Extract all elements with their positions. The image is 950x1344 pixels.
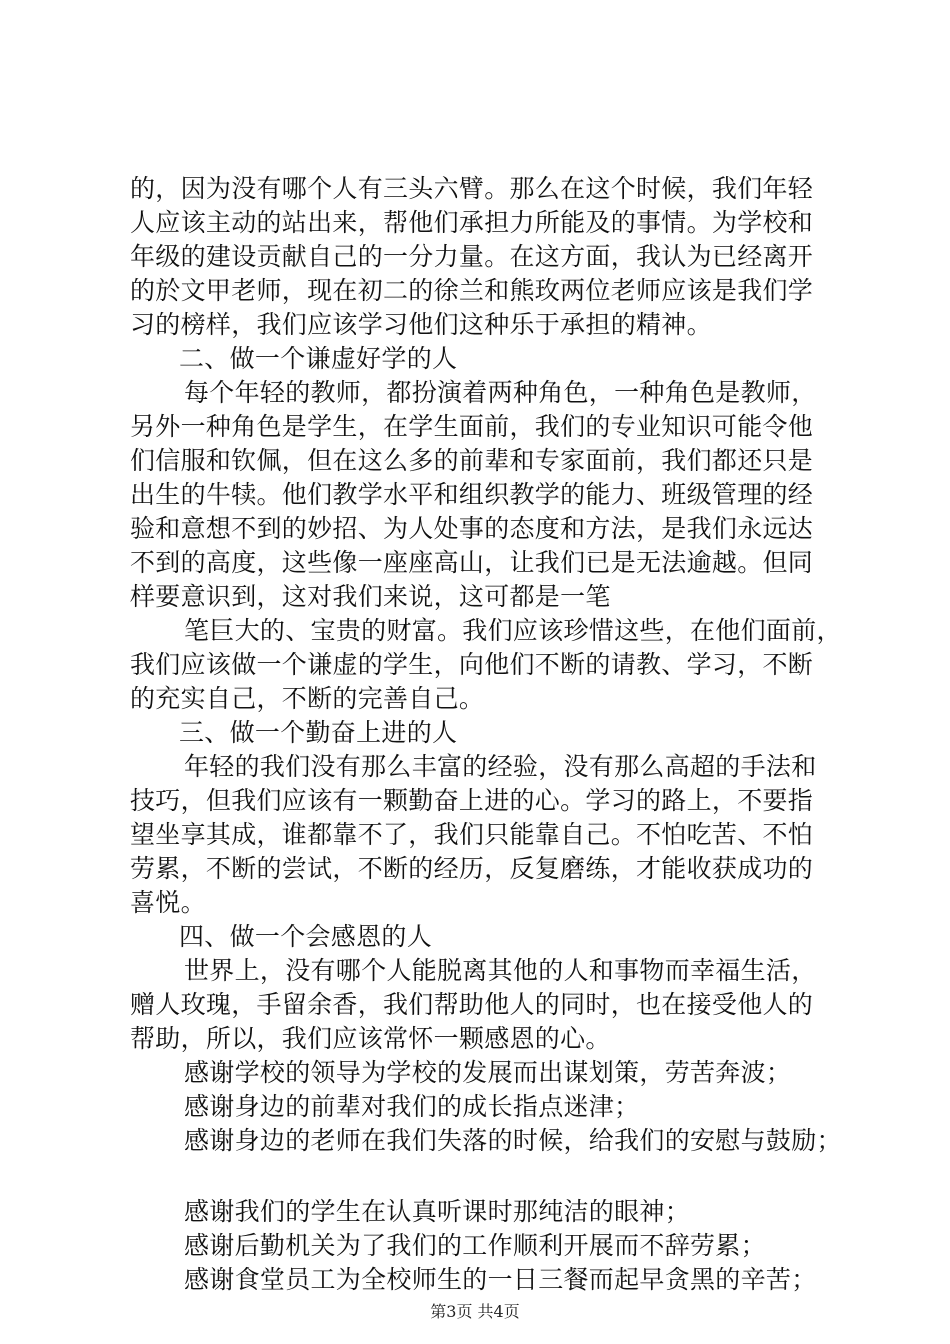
paragraph-continuation xyxy=(130,172,850,342)
thanks-list xyxy=(130,1195,850,1297)
text-line: 的於文甲老师，现在初二的徐兰和熊玫两位老师应该是我们学 xyxy=(130,276,814,305)
paragraph xyxy=(130,376,850,614)
text-line: 帮助，所以，我们应该常怀一颗感恩的心。 xyxy=(130,1024,611,1053)
text-line: 劳累，不断的尝试，不断的经历，反复磨练，才能收获成功的 xyxy=(130,854,814,883)
text-line: 人应该主动的站出来，帮他们承担力所能及的事情。为学校和 xyxy=(130,208,814,237)
text-line: 们信服和钦佩，但在这么多的前辈和专家面前，我们都还只是 xyxy=(130,446,814,475)
text-line: 另外一种角色是学生，在学生面前，我们的专业知识可能令他 xyxy=(130,412,814,441)
document-body xyxy=(130,172,850,1297)
section-heading: 四、做一个会感恩的人 xyxy=(179,922,433,951)
text-line: 望坐享其成，谁都靠不了，我们只能靠自己。不怕吃苦、不怕 xyxy=(130,820,814,849)
text-line: 世界上，没有哪个人能脱离其他的人和事物而幸福生活， xyxy=(184,956,817,985)
text-line: 技巧，但我们应该有一颗勤奋上进的心。学习的路上，不要指 xyxy=(130,786,814,815)
text-line: 赠人玫瑰，手留余香，我们帮助他人的同时，也在接受他人的 xyxy=(130,990,814,1019)
paragraph xyxy=(130,750,850,920)
blank-line xyxy=(130,1158,850,1195)
thanks-line: 感谢食堂员工为全校师生的一日三餐而起早贪黑的辛苦； xyxy=(184,1265,817,1294)
text-line: 的充实自己，不断的完善自己。 xyxy=(130,684,485,713)
text-line: 年轻的我们没有那么丰富的经验，没有那么高超的手法和 xyxy=(184,752,817,781)
thanks-line: 感谢学校的领导为学校的发展而出谋划策，劳苦奔波； xyxy=(184,1058,792,1087)
text-line: 习的榜样，我们应该学习他们这种乐于承担的精神。 xyxy=(130,310,712,339)
text-line: 年级的建设贡献自己的一分力量。在这方面，我认为已经离开 xyxy=(130,242,814,271)
text-line: 验和意想不到的妙招、为人处事的态度和方法，是我们永远达 xyxy=(130,514,814,543)
paragraph xyxy=(130,954,850,1056)
thanks-line: 感谢身边的老师在我们失落的时候，给我们的安慰与鼓励； xyxy=(184,1126,842,1155)
page-footer: 第3页 共4页 xyxy=(430,1302,520,1321)
paragraph xyxy=(130,614,850,716)
thanks-line: 感谢我们的学生在认真听课时那纯洁的眼神； xyxy=(184,1197,691,1226)
thanks-line: 感谢后勤机关为了我们的工作顺利开展而不辞劳累； xyxy=(184,1231,766,1260)
text-line: 出生的牛犊。他们教学水平和组织教学的能力、班级管理的经 xyxy=(130,480,814,509)
text-line: 的，因为没有哪个人有三头六臂。那么在这个时候，我们年轻 xyxy=(130,174,814,203)
text-line: 不到的高度，这些像一座座高山，让我们已是无法逾越。但同 xyxy=(130,548,814,577)
section-heading: 二、做一个谦虚好学的人 xyxy=(179,344,458,373)
section-heading: 三、做一个勤奋上进的人 xyxy=(179,718,458,747)
text-line: 喜悦。 xyxy=(130,888,206,917)
text-line: 每个年轻的教师，都扮演着两种角色，一种角色是教师， xyxy=(184,378,817,407)
thanks-line: 感谢身边的前辈对我们的成长指点迷津； xyxy=(184,1092,640,1121)
text-line: 样要意识到，这对我们来说，这可都是一笔 xyxy=(130,582,611,611)
text-line: 笔巨大的、宝贵的财富。我们应该珍惜这些，在他们面前， xyxy=(184,616,842,645)
thanks-list xyxy=(130,1056,850,1158)
text-line: 我们应该做一个谦虚的学生，向他们不断的请教、学习，不断 xyxy=(130,650,814,679)
